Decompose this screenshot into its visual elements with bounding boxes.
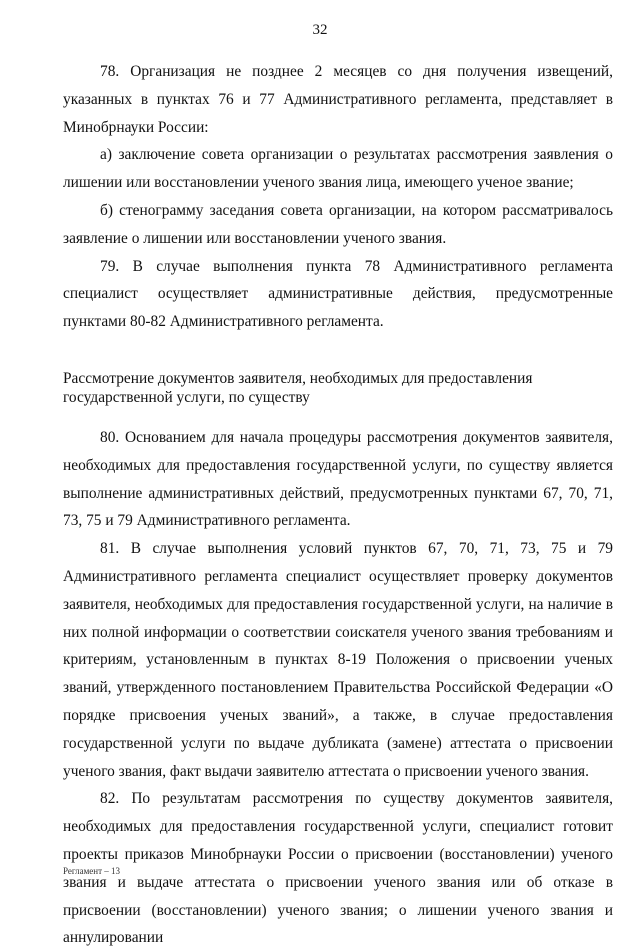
paragraph-78: 78. Организация не позднее 2 месяцев со дня получения извещений, указанных в пунктах 76 и 77 Административного регламента, представляет в Минобрнауки России: (63, 63, 613, 136)
paragraph-80: 80. Основанием для начала процедуры рассмотрения документов заявителя, необходимых для предоставления государственной услуги, по существу является выполнение административных действий, предусмотренных пунктами 67, 70, 71, 73, 75 и 79 Административного регламента. (63, 428, 613, 530)
section-heading-line-1: Рассмотрение документов заявителя, необходимых для предоставления (63, 369, 533, 387)
section-heading-line-2: государственной услуги, по существу (63, 388, 310, 406)
paragraph-78-a: а) заключение совета организации о результатах рассмотрения заявления о лишении или восстановлении ученого звания лица, имеющего ученое звание; (63, 146, 613, 192)
page-footer: Регламент – 13 (63, 866, 121, 876)
paragraph-79: 79. В случае выполнения пункта 78 Административного регламента специалист осуществляет административные действия, предусмотренные пунктами 80-82 Административного регламента. (63, 257, 613, 331)
document-body (63, 58, 613, 952)
paragraph-81: 81. В случае выполнения условий пунктов 67, 70, 71, 73, 75 и 79 Административного регламента специалист осуществляет проверку документов заявителя, необходимых для предоставления государственной услуги, на наличие в них полной информации о соответствии соискателя ученого звания требованиям и критериям, установленным в пунктах 8-19 Положения о присвоении ученых званий, утвержденного постановлением Правительства Российской Федерации «О порядке присвоения ученых званий», а также, в случае предоставления государственной услуги по выдаче дубликата (замене) аттестата о присвоении ученого звания, факт выдачи заявителю аттестата о присвоении ученого звания. (63, 540, 613, 780)
paragraph-78-b: б) стенограмму заседания совета организации, на котором рассматривалось заявление о лишении или восстановлении ученого звания. (63, 201, 613, 247)
page-number: 32 (312, 22, 328, 38)
section-heading (63, 369, 613, 407)
paragraph-82: 82. По результатам рассмотрения по существу документов заявителя, необходимых для предоставления государственной услуги, специалист готовит проекты приказов Минобрнауки России о присвоении (восстановлении) ученого звания и выдаче аттестата о присвоении ученого звания или об отказе в присвоении (восстановлении) ученого звания; о лишении ученого звания и аннулировании (63, 790, 613, 947)
